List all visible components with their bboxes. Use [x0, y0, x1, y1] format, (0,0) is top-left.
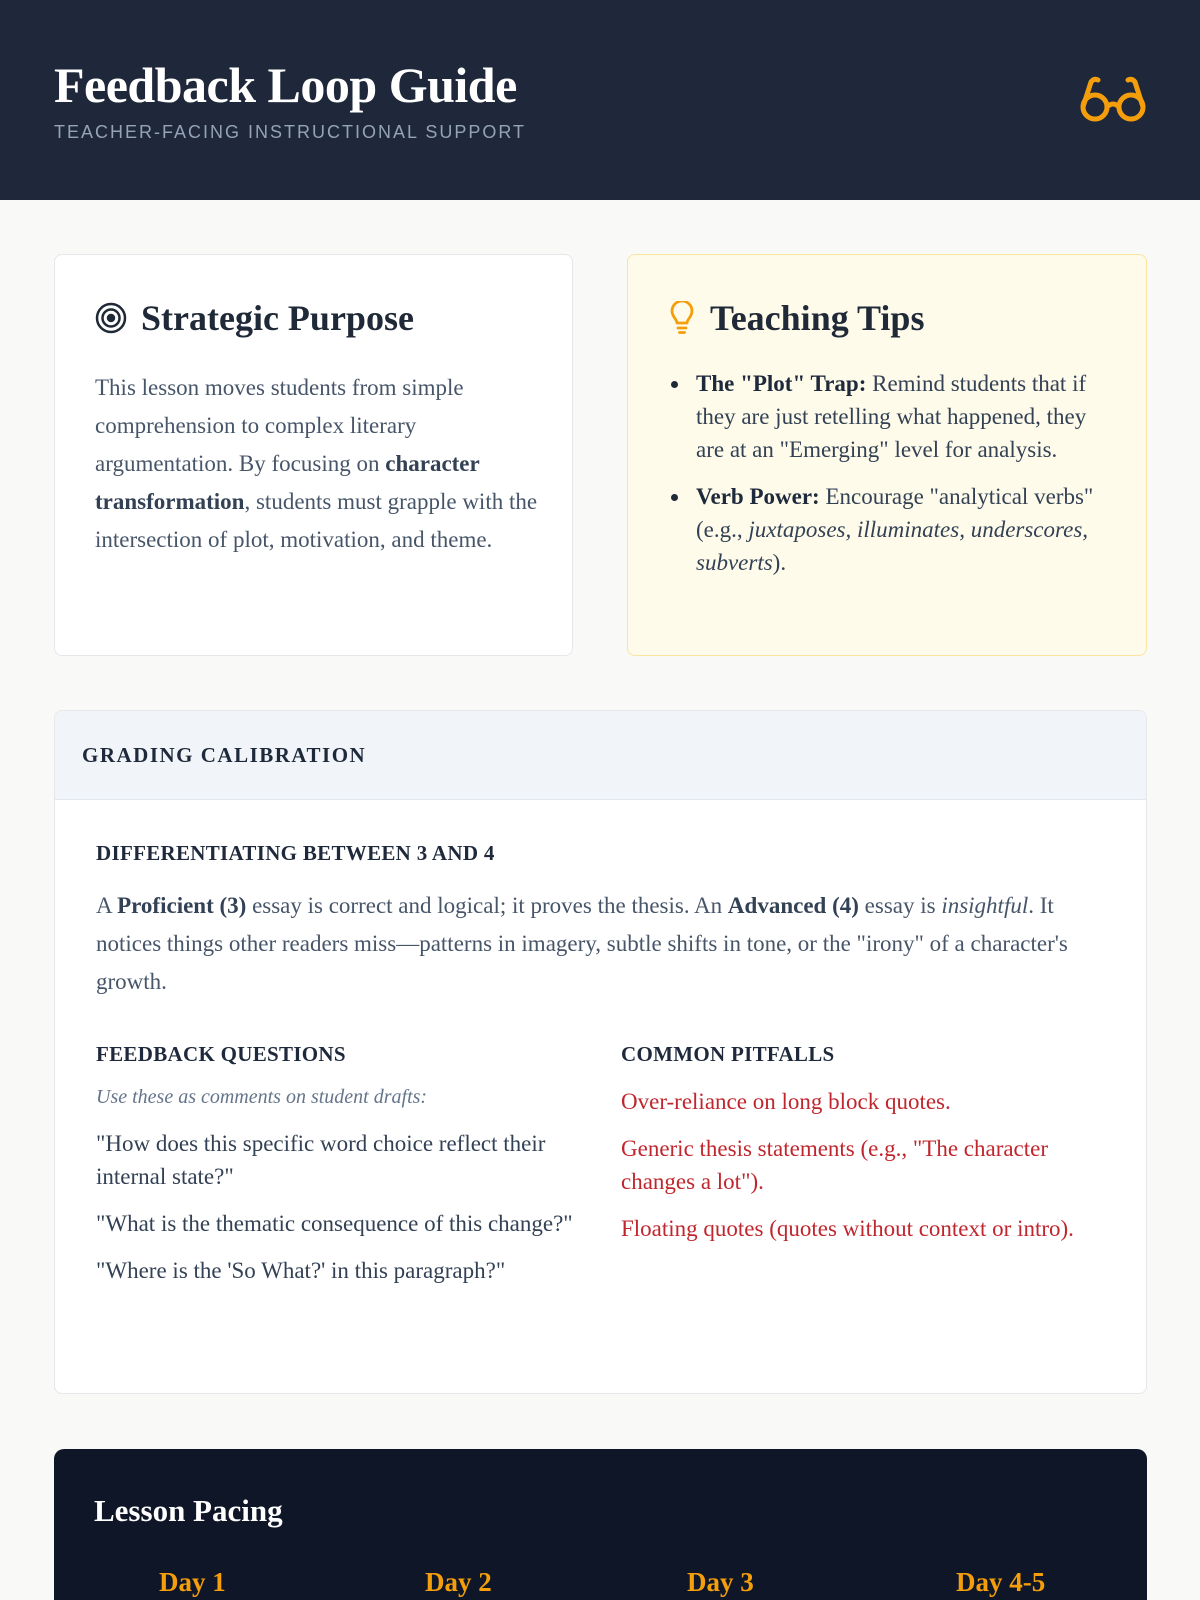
pitfall-item: Floating quotes (quotes without context or intro). — [621, 1216, 1074, 1241]
pacing-day: Day 1 — [159, 1567, 226, 1597]
page-header — [0, 0, 1200, 200]
strategic-purpose-heading — [95, 297, 414, 339]
lightbulb-icon — [668, 301, 696, 335]
pacing-day: Day 3 — [687, 1567, 754, 1597]
strategic-purpose-text: This lesson moves students from simple comprehension to complex literary argumentation. By focusing on character transformation, students must grapple with the intersection of plot, motivation, and theme. — [95, 375, 538, 552]
feedback-question: "Where is the 'So What?' in this paragraph?" — [96, 1258, 506, 1283]
lesson-pacing-card — [54, 1449, 1147, 1600]
emphasis-text: character transformation — [95, 451, 480, 514]
tip-item: The "Plot" Trap: Remind students that if they are just retelling what happened, they are at an "Emerging" level for analysis. — [668, 367, 1118, 466]
tip-item: Verb Power: Encourage "analytical verbs" (e.g., juxtaposes, illuminates, underscores, subverts). — [668, 480, 1118, 579]
grading-calibration-header — [55, 711, 1146, 800]
pacing-day: Day 2 — [425, 1567, 492, 1597]
feedback-questions-heading: FEEDBACK QUESTIONS — [96, 1042, 346, 1066]
pitfall-item: Over-reliance on long block quotes. — [621, 1089, 951, 1114]
differentiating-text: A Proficient (3) essay is correct and logical; it proves the thesis. An Advanced (4) essay is insightful. It notices things other readers miss—patterns in imagery, subtle shifts in tone, or the "irony" of a character's growth. — [96, 893, 1068, 994]
teaching-tips-title: Teaching Tips — [710, 298, 925, 338]
teaching-tips-card — [627, 254, 1147, 656]
teaching-tips-heading — [668, 297, 924, 339]
feedback-questions-list — [96, 1127, 586, 1301]
feedback-questions-note: Use these as comments on student drafts: — [96, 1086, 428, 1108]
common-pitfalls-list — [621, 1085, 1111, 1259]
pitfall-item: Generic thesis statements (e.g., "The character changes a lot"). — [621, 1136, 1049, 1194]
strategic-purpose-title: Strategic Purpose — [141, 298, 414, 338]
lesson-pacing-title: Lesson Pacing — [94, 1493, 283, 1528]
feedback-question: "What is the thematic consequence of this change?" — [96, 1211, 573, 1236]
grading-calibration-card — [54, 710, 1147, 1394]
strategic-purpose-card — [54, 254, 573, 656]
glasses-icon — [1080, 74, 1146, 126]
target-icon — [95, 302, 127, 334]
page-title: Feedback Loop Guide — [54, 57, 517, 113]
feedback-question: "How does this specific word choice reflect their internal state?" — [96, 1131, 546, 1189]
common-pitfalls-heading: COMMON PITFALLS — [621, 1042, 835, 1066]
teaching-tips-list — [668, 367, 1118, 593]
differentiating-heading: DIFFERENTIATING BETWEEN 3 AND 4 — [96, 841, 495, 865]
grading-calibration-title: GRADING CALIBRATION — [82, 743, 367, 767]
pacing-day: Day 4-5 — [956, 1567, 1046, 1597]
page-subtitle: TEACHER-FACING INSTRUCTIONAL SUPPORT — [54, 122, 527, 142]
